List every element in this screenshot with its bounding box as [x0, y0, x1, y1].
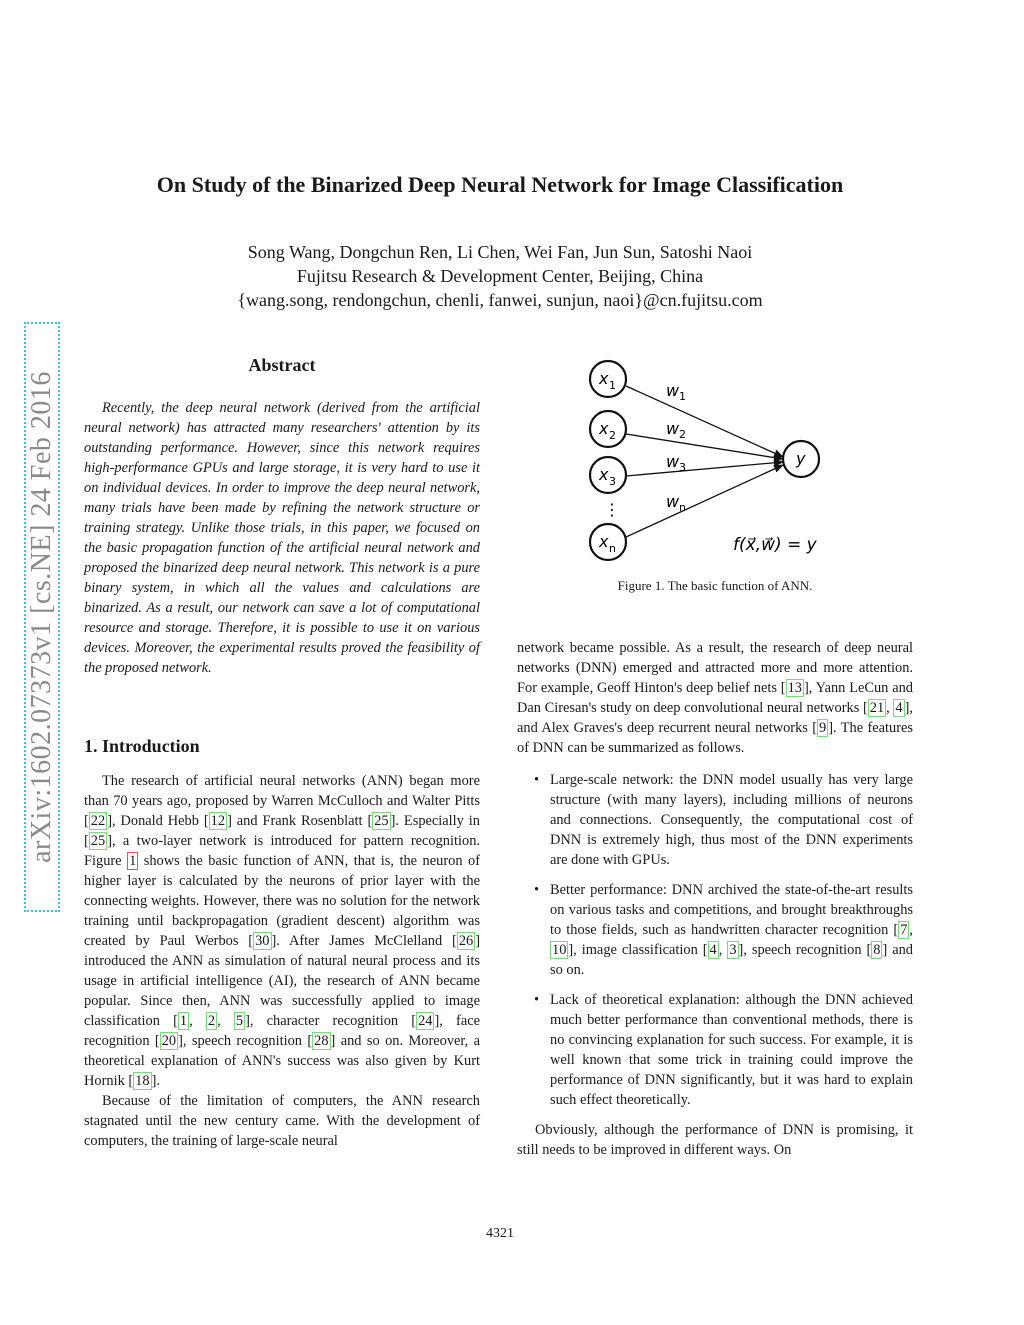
node-y-label: y	[796, 449, 806, 468]
node-xn-subscript: n	[609, 542, 616, 555]
weight-wn-label: w	[666, 492, 680, 511]
vertical-ellipsis: ⋮	[604, 500, 620, 519]
citation-5[interactable]: 5	[235, 1013, 244, 1029]
bullet-icon: •	[534, 882, 540, 898]
citation-18[interactable]: 18	[135, 1073, 150, 1089]
citation-25[interactable]: 25	[90, 833, 106, 849]
list-item	[517, 880, 913, 980]
introduction-paragraph-2: Because of the limitation of computers, the ANN research stagnated until the new century came. With the development of computers, the training of large-scale neural	[84, 1093, 480, 1149]
ann-diagram	[517, 355, 913, 565]
bullet-text-lack-of-explanation: Lack of theoretical explanation: although the DNN achieved much better performance than conventional methods, there is no convincing explanation for such success. For example, it is well known that some trick in training could improve the performance of DNN significantly, but it was hard to explain such effect theoretically.	[550, 992, 913, 1108]
list-item	[517, 770, 913, 870]
edge-x3-y	[626, 462, 783, 476]
node-x3	[590, 457, 626, 493]
introduction-paragraph-1: The research of artificial neural networks (ANN) began more than 70 years ago, proposed by Warren McCulloch and Walter Pitts [ 22 ], Donald Hebb [ 12 ] and Frank Rosenblatt [ 25 ]. Especially in [ 25 ], a two-layer network is introduced for pattern recognition. Figure 1 shows the basic function of ANN, that is, the neuron of higher layer is calculated by the neurons of prior layer with the connecting weights. However, there was no solution for the network training until backpropagation (gradient descent) algorithm was created by Paul Werbos [ 30 ]. After James McClelland [ 26 ] introduced the ANN as simulation of natural neural process and its usage in artificial intelligence (AI), the research of ANN became popular. Since then, ANN was successfully applied to image classification [ 1 , 2 , 5 ], character recognition [ 24 ], face recognition [ 20 ], speech recognition [ 28 ] and so on. Moreover, a theoretical explanation of ANN's success was also given by Kurt Hornik [ 18 ].	[84, 773, 480, 1089]
figure-1-reference[interactable]: 1	[129, 853, 137, 869]
paper-title: On Study of the Binarized Deep Neural Network for Image Classification	[156, 172, 844, 197]
bullet-icon: •	[534, 992, 540, 1008]
citation-3[interactable]: 3	[729, 942, 737, 958]
node-x3-label: x	[599, 465, 609, 484]
citation-7[interactable]: 7	[900, 922, 908, 938]
weight-w3-subscript: 3	[679, 461, 686, 474]
dnn-features-list	[517, 770, 913, 1110]
author-affiliation: Fujitsu Research & Development Center, Beijing, China	[296, 266, 704, 286]
weight-w3-label: w	[666, 452, 680, 471]
citation-25[interactable]: 25	[374, 813, 389, 829]
citation-8[interactable]: 8	[873, 942, 881, 958]
citation-24[interactable]: 24	[418, 1013, 433, 1029]
abstract-heading: Abstract	[248, 355, 316, 375]
citation-13[interactable]: 13	[787, 680, 802, 696]
figure-1	[517, 355, 913, 594]
author-emails: {wang.song, rendongchun, chenli, fanwei, sunjun, naoi}@cn.fujitsu.com	[237, 290, 763, 310]
arxiv-stamp-label: arXiv:1602.07373v1 [cs.NE] 24 Feb 2016	[26, 371, 57, 863]
node-x1-label: x	[599, 369, 609, 388]
bullet-text-better-performance: Better performance: DNN archived the state-of-the-art results on various tasks and competitions, and brought breakthroughs to those fields, such as handwritten character recognition [ 7 , 10 ], image classification [ 4 , 3 ], speech recognition [ 8 ] and so on.	[550, 882, 913, 978]
citation-20[interactable]: 20	[161, 1033, 177, 1049]
node-xn-label: x	[599, 532, 609, 551]
node-x2-subscript: 2	[609, 429, 616, 442]
weight-w1-label: w	[666, 381, 680, 400]
author-names: Song Wang, Dongchun Ren, Li Chen, Wei Fan, Jun Sun, Satoshi Naoi	[247, 242, 753, 262]
right-column	[517, 355, 913, 1160]
citation-2[interactable]: 2	[207, 1013, 216, 1029]
right-paragraph-1: network became possible. As a result, the research of deep neural networks (DNN) emerged and attracted more and more attention. For example, Geoff Hinton's deep belief nets [ 13 ], Yann LeCun and Dan Ciresan's study on deep convolutional neural networks [ 21 , 4 ], and Alex Graves's deep recurrent neural networks [ 9 ]. The features of DNN can be summarized as follows.	[517, 640, 913, 756]
citation-22[interactable]: 22	[90, 813, 106, 829]
citation-26[interactable]: 26	[458, 933, 474, 949]
left-column	[84, 355, 480, 1151]
right-paragraph-2: Obviously, although the performance of DNN is promising, it still needs to be improved in different ways. On	[517, 1122, 913, 1158]
citation-4[interactable]: 4	[709, 942, 717, 958]
page-number: 4321	[486, 1226, 514, 1241]
introduction-heading: 1. Introduction	[84, 736, 200, 756]
citation-30[interactable]: 30	[255, 933, 270, 949]
citation-9[interactable]: 9	[819, 720, 827, 736]
citation-1[interactable]: 1	[179, 1013, 188, 1029]
node-x3-subscript: 3	[609, 475, 616, 488]
propagation-formula: f(x⃗,w⃗) = y	[733, 535, 817, 555]
citation-4[interactable]: 4	[895, 700, 903, 716]
node-x1	[590, 361, 626, 397]
node-xn	[590, 524, 626, 560]
weight-wn-subscript: n	[679, 501, 686, 514]
bullet-icon: •	[534, 772, 540, 788]
weight-w2-label: w	[666, 419, 680, 438]
node-y	[783, 441, 819, 477]
bullet-text-large-scale: Large-scale network: the DNN model usually has very large structure (with many layers), including millions of neurons and connections. Consequently, the computational cost of DNN is extremely high, thus most of the DNN experiments are done with GPUs.	[550, 772, 913, 868]
edge-xn-y	[626, 465, 783, 537]
abstract-text: Recently, the deep neural network (derived from the artificial neural network) has attracted many researchers' attention by its outstanding performance. However, since this network requires high-performance GPUs and large storage, it is very hard to use it on individual devices. In order to improve the deep neural network, many trials have been made by refining the network structure or training strategy. Unlike those trials, in this paper, we focused on the basic propagation function of the artificial neural network and proposed the binarized deep neural network. This network is a pure binary system, in which all the values and calculations are binarized. As a result, our network can save a lot of computational resource and storage. Therefore, it is possible to use it on various devices. Moreover, the experimental results proved the feasibility of the proposed network.	[84, 400, 480, 676]
node-x1-subscript: 1	[609, 379, 616, 392]
citation-10[interactable]: 10	[552, 942, 567, 958]
author-block	[0, 240, 1000, 312]
weight-w1-subscript: 1	[679, 390, 686, 403]
citation-21[interactable]: 21	[869, 700, 885, 716]
citation-12[interactable]: 12	[210, 813, 226, 829]
figure-1-caption: Figure 1. The basic function of ANN.	[617, 578, 813, 593]
arxiv-stamp[interactable]	[24, 322, 60, 912]
node-x2-label: x	[599, 419, 609, 438]
citation-28[interactable]: 28	[314, 1033, 329, 1049]
weight-w2-subscript: 2	[679, 428, 686, 441]
node-x2	[590, 411, 626, 447]
list-item	[517, 990, 913, 1110]
